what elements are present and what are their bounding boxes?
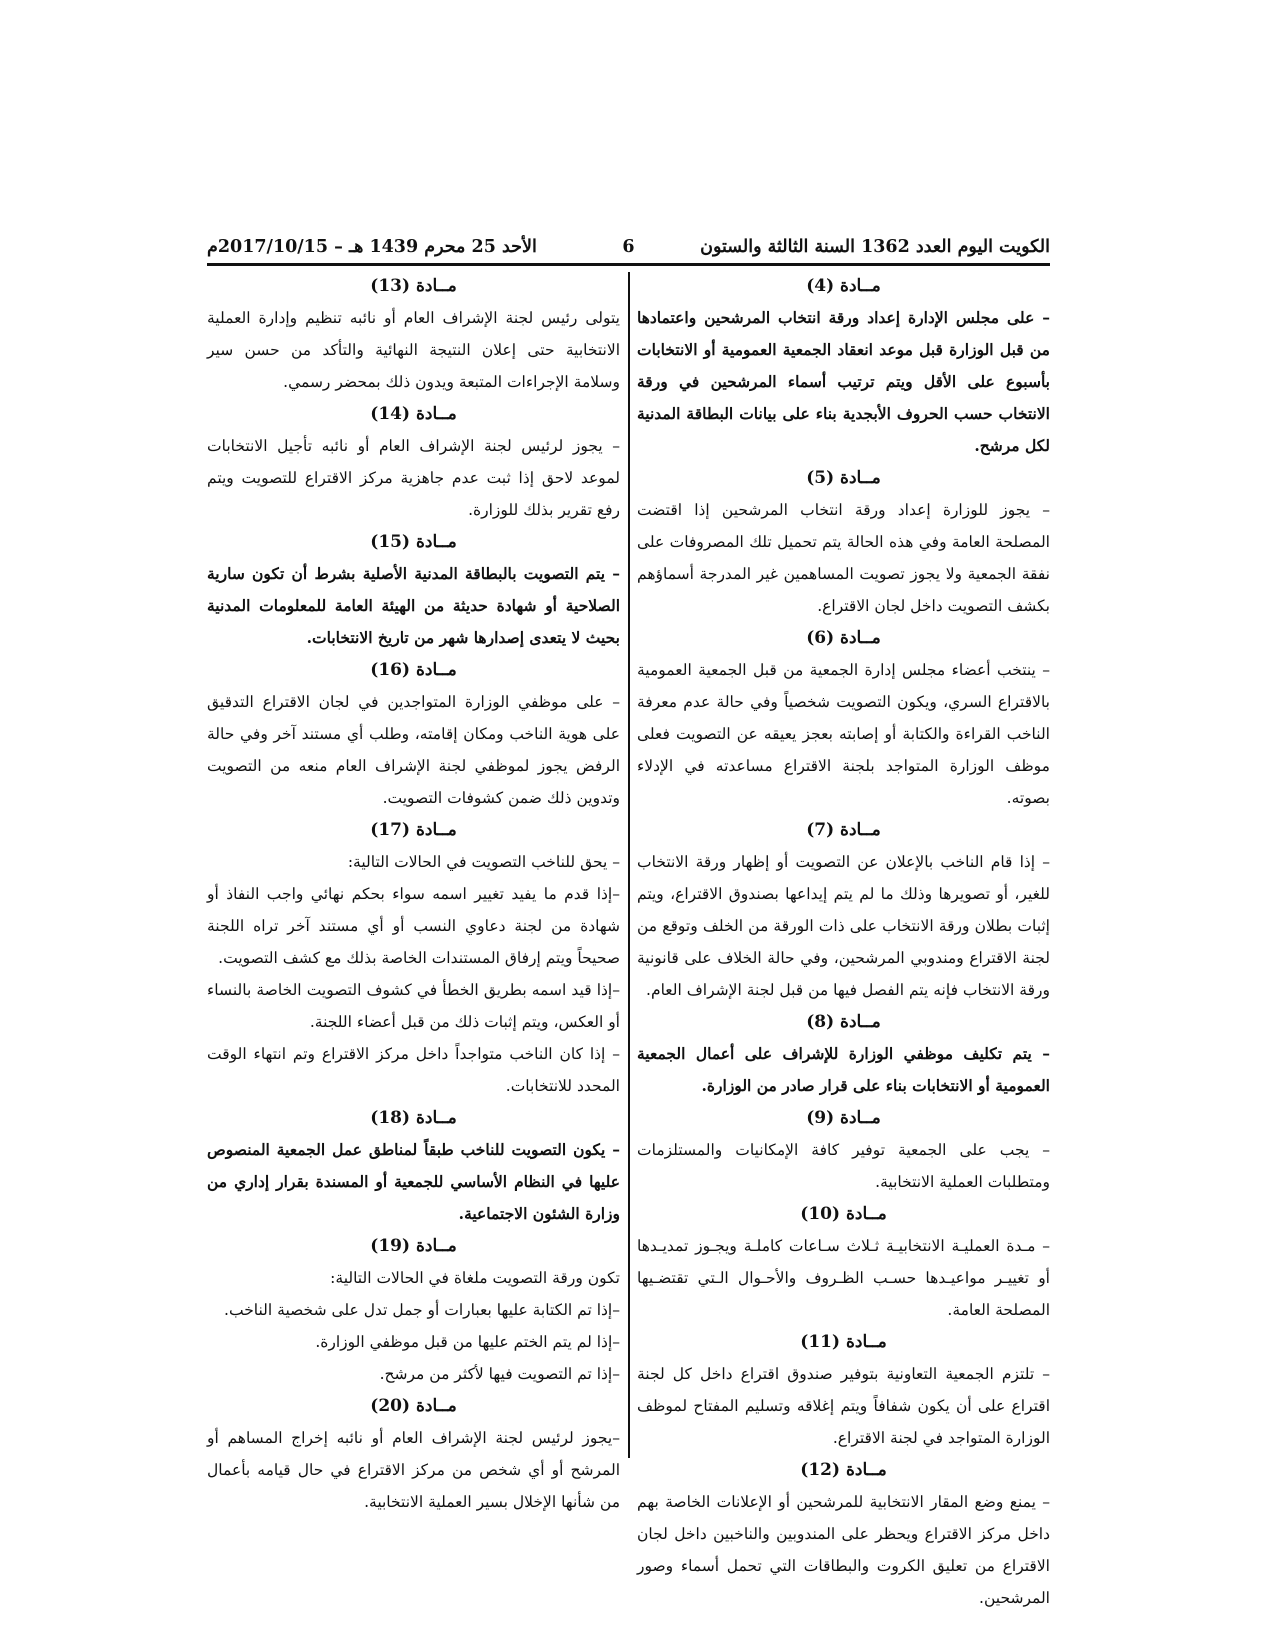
article-line: –إذا تم التصويت فيها لأكثر من مرشح. [379,1365,620,1383]
article-title: مــادة (6) [806,628,881,648]
article-title: مــادة (13) [370,276,457,296]
article-body [207,1422,620,1518]
article-line: –إذا لم يتم الختم عليها من قبل موظفي الوزارة. [315,1333,620,1351]
article-title: مــادة (12) [800,1460,887,1480]
article-line: تكون ورقة التصويت ملغاة في الحالات التالية: [330,1269,620,1287]
left-column [207,270,620,1518]
header-date: الأحد 25 محرم 1439 هـ – 2017/10/15م [207,237,537,257]
article-title: مــادة (19) [370,1236,457,1256]
header-rule [207,263,1050,266]
article-line: – يحق للناخب التصويت في الحالات التالية: [347,853,620,871]
header-publication: الكويت اليوم العدد 1362 السنة الثالثة والستون [700,237,1050,257]
article-line: – يجوز لرئيس لجنة الإشراف العام أو نائبه تأجيل الانتخابات لموعد لاحق إذا ثبت عدم جاهزية مركز الاقتراع للتصويت ويتم رفع تقرير بذلك للوزارة. [207,437,620,519]
article-title: مــادة (5) [806,468,881,488]
article-title: مــادة (11) [800,1332,887,1352]
article-line: – يكون التصويت للناخب طبقاً لمناطق عمل الجمعية المنصوص عليها في النظام الأساسي للجمعية أو المسندة بقرار إداري من وزارة الشئون الاجتماعية. [207,1140,620,1223]
right-column [637,270,1050,1614]
article-line: –إذا قدم ما يفيد تغيير اسمه سواء بحكم نهائي واجب النفاذ أو شهادة من لجنة دعاوي النسب أو أي مستند آخر تراه اللجنة صحيحاً ويتم إرفاق المستندات الخاصة بذلك مع كشف التصويت. [207,885,620,967]
article-body: – تلتزم الجمعية التعاونية بتوفير صندوق اقتراع داخل كل لجنة اقتراع على أن يكون شفافاً ويتم إغلاقه وتسليم المفتاح لموظف الوزارة المتواجد في لجنة الاقتراع. [637,1365,1050,1447]
article-body: – يجوز للوزارة إعداد ورقة انتخاب المرشحين إذا اقتضت المصلحة العامة وفي هذه الحالة يتم تحميل تلك المصروفات على نفقة الجمعية ولا يجوز تصويت المساهمين غير المدرجة أسماؤهم بكشف التصويت داخل لجان الاقتراع. [637,501,1050,615]
article-line: –يجوز لرئيس لجنة الإشراف العام أو نائبه إخراج المساهم أو المرشح أو أي شخص من مركز الاقتراع في حال قيامه بأعمال من شأنها الإخلال بسير العملية الانتخابية. [207,1429,620,1511]
article-title: مــادة (20) [370,1396,457,1416]
article-body: – يتم تكليف موظفي الوزارة للإشراف على أعمال الجمعية العمومية أو الانتخابات بناء على قرار صادر من الوزارة. [637,1044,1050,1095]
article-title: مــادة (10) [800,1204,887,1224]
article-line: – إذا كان الناخب متواجداً داخل مركز الاقتراع وتم انتهاء الوقت المحدد للانتخابات. [207,1045,620,1095]
article-line: يتولى رئيس لجنة الإشراف العام أو نائبه تنظيم وإدارة العملية الانتخابية حتى إعلان النتيجة النهائية والتأكد من حسن سير وسلامة الإجراءات المتبعة ويدون ذلك بمحضر رسمي. [207,309,620,391]
article-title: مــادة (7) [806,820,881,840]
article-body [207,1134,620,1230]
article-title: مــادة (15) [370,532,457,552]
article-body [207,846,620,1102]
article-line: – يتم التصويت بالبطاقة المدنية الأصلية بشرط أن تكون سارية الصلاحية أو شهادة حديثة من الهيئة العامة للمعلومات المدنية بحيث لا يتعدى إصدارها شهر من تاريخ الانتخابات. [207,564,620,647]
article-body: – ينتخب أعضاء مجلس إدارة الجمعية من قبل الجمعية العمومية بالاقتراع السري، ويكون التصويت شخصياً وفي حالة عدم معرفة الناخب القراءة والكتابة أو إصابته بعجز يعيقه عن التصويت فعلى موظف الوزارة المتواجد بلجنة الاقتراع مساعدته في الإدلاء بصوته. [637,661,1050,807]
article-title: مــادة (8) [806,1012,881,1032]
article-title: مــادة (16) [370,660,457,680]
article-title: مــادة (9) [806,1108,881,1128]
article-title: مــادة (14) [370,404,457,424]
article-body: – يمنع وضع المقار الانتخابية للمرشحين أو الإعلانات الخاصة بهم داخل مركز الاقتراع ويحظر على المندوبين والناخبين داخل لجان الاقتراع من تعليق الكروت والبطاقات التي تحمل أسماء وصور المرشحين. [637,1493,1050,1607]
article-body: – مـدة العمليـة الانتخابيـة ثـلاث سـاعات كاملـة ويجـوز تمديـدها أو تغييـر مواعيـدها حسـب الظـروف والأحـوال الـتي تقتضـيها المصلحة العامة. [637,1237,1050,1319]
article-body: – إذا قام الناخب بالإعلان عن التصويت أو إظهار ورقة الانتخاب للغير، أو تصويرها وذلك ما لم يتم إيداعها بصندوق الاقتراع، ويتم إثبات بطلان ورقة الانتخاب على ذات الورقة من الخلف وتوقع من لجنة الاقتراع ومندوبي المرشحين، وفي حالة الخلاف على قانونية ورقة الانتخاب فإنه يتم الفصل فيها من قبل لجنة الإشراف العام. [637,853,1050,999]
page-header [207,237,1050,261]
article-title: مــادة (4) [806,276,881,296]
article-line: – على موظفي الوزارة المتواجدين في لجان الاقتراع التدقيق على هوية الناخب ومكان إقامته، وطلب أي مستند آخر وفي حالة الرفض يجوز لموظفي لجنة الإشراف العام منعه من التصويت وتدوين ذلك ضمن كشوفات التصويت. [207,693,620,807]
article-body [207,686,620,814]
article-body [207,558,620,654]
page-number: 6 [622,237,635,257]
article-line: –إذا قيد اسمه بطريق الخطأ في كشوف التصويت الخاصة بالنساء أو العكس، ويتم إثبات ذلك من قبل أعضاء اللجنة. [207,981,620,1031]
article-title: مــادة (17) [370,820,457,840]
article-body: – يجب على الجمعية توفير كافة الإمكانيات والمستلزمات ومتطلبات العملية الانتخابية. [637,1141,1050,1191]
article-line: –إذا تم الكتابة عليها بعبارات أو جمل تدل على شخصية الناخب. [224,1301,620,1319]
column-divider [628,272,630,1458]
article-title: مــادة (18) [370,1108,457,1128]
article-body [207,1262,620,1390]
article-body [207,430,620,526]
article-body [207,302,620,398]
article-body: – على مجلس الإدارة إعداد ورقة انتخاب المرشحين واعتمادها من قبل الوزارة قبل موعد انعقاد الجمعية العمومية أو الانتخابات بأسبوع على الأقل ويتم ترتيب أسماء المرشحين في ورقة الانتخاب حسب الحروف الأبجدية بناء على بيانات البطاقة المدنية لكل مرشح. [637,308,1050,455]
